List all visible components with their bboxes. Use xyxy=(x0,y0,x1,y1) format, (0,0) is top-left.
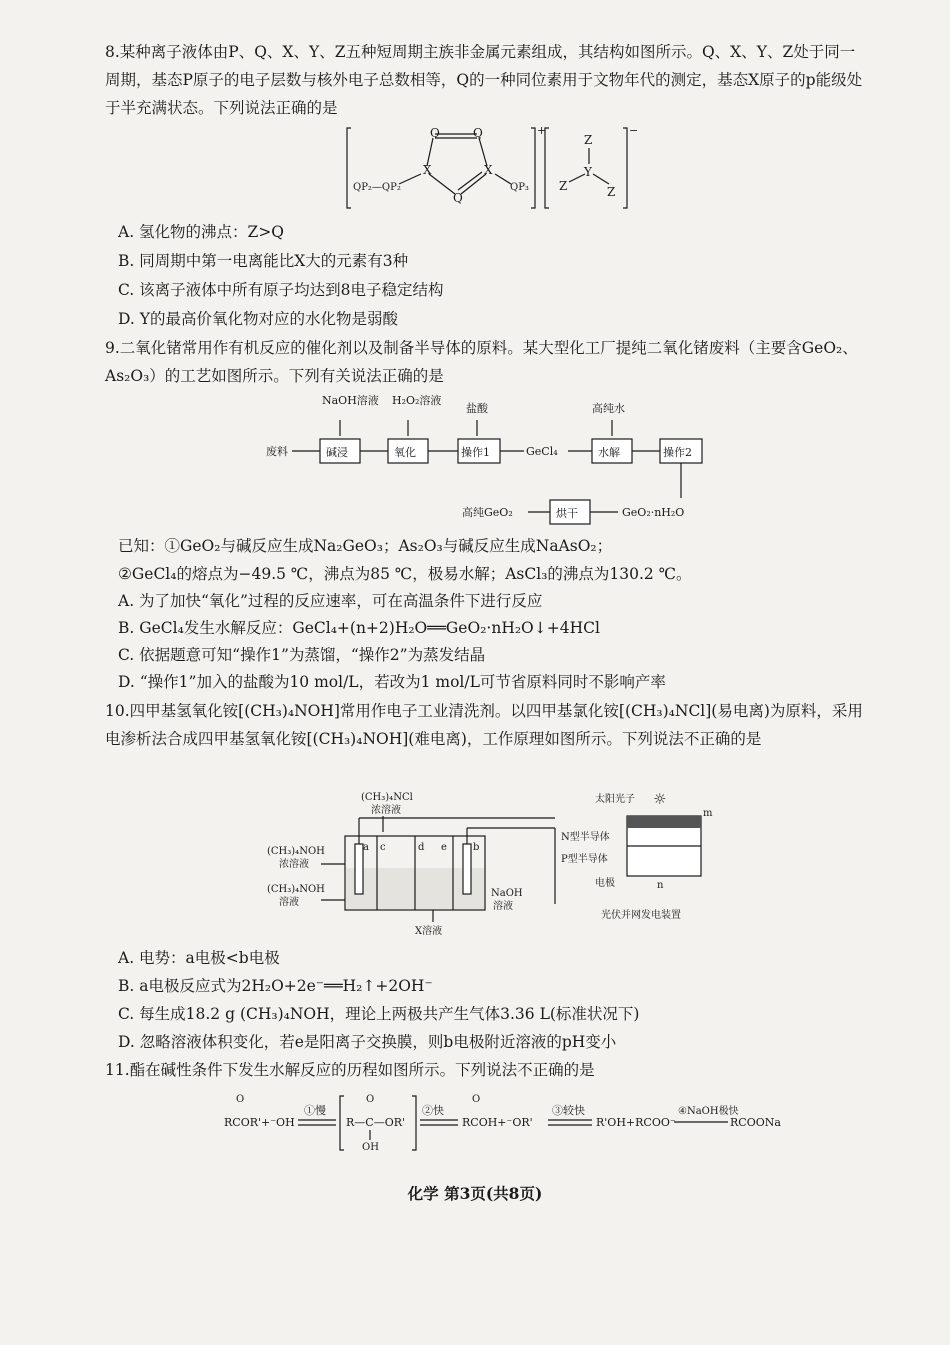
q10-electrode-label: 电极 xyxy=(595,878,615,889)
q10-terminal-m: m xyxy=(703,808,713,819)
q10-electrode-b: b xyxy=(473,842,480,853)
q11-oh: OH xyxy=(362,1142,379,1153)
q10-left-label-2: 浓溶液 xyxy=(279,859,309,870)
q11-o-2: O xyxy=(366,1094,375,1105)
q9-box-hydrolysis: 水解 xyxy=(598,446,620,459)
q10-p-semi-label: P型半导体 xyxy=(561,854,608,865)
q10-option-a: A. 电势：a电极<b电极 xyxy=(118,949,280,967)
q9-option-a: A. 为了加快“氧化”过程的反应速率，可在高温条件下进行反应 xyxy=(118,592,543,610)
question-11-stem: 11.酯在碱性条件下发生水解反应的历程如图所示。下列说法不正确的是 xyxy=(105,1061,595,1079)
q11-o-3: O xyxy=(472,1094,481,1105)
q9-mid-gecl4: GeCl₄ xyxy=(526,445,558,458)
q10-option-c: C. 每生成18.2 g (CH₃)₄NOH，理论上两极共产生气体3.36 L(标准状况下) xyxy=(118,1005,640,1023)
q10-electrode-a: a xyxy=(363,842,369,853)
question-9-stem: 9.二氧化锗常用作有机反应的催化剂以及制备半导体的原料。某大型化工厂提纯二氧化锗废料（主要含GeO₂、As₂O₃）的工艺如图所示。下列有关说法正确的是 xyxy=(105,339,858,385)
q9-product: 高纯GeO₂ xyxy=(462,506,513,519)
q10-left-label-3: (CH₃)₄NOH xyxy=(267,884,325,895)
q11-species-4: R'OH+RCOO⁻ xyxy=(596,1116,676,1129)
q8-atom-z-top: Z xyxy=(584,133,593,147)
q8-option-a: A. 氢化物的沸点：Z>Q xyxy=(118,223,285,241)
q8-atom-z-right: Z xyxy=(607,185,616,199)
q11-step-1: ①慢 xyxy=(304,1104,326,1117)
q9-reagent-h2o2: H₂O₂溶液 xyxy=(392,394,442,407)
q10-membrane-e: e xyxy=(441,842,447,853)
q10-bottom-label: X溶液 xyxy=(415,926,443,937)
q11-species-5: RCOONa xyxy=(730,1116,781,1129)
q10-terminal-n: n xyxy=(657,880,664,891)
q11-step-2: ②快 xyxy=(422,1104,444,1117)
q11-mechanism-figure xyxy=(222,1090,782,1156)
q8-atom-x-left: X xyxy=(423,163,432,177)
q11-step-3: ③较快 xyxy=(552,1104,585,1117)
q10-n-semi-label: N型半导体 xyxy=(561,832,610,843)
q10-right-label-1: NaOH xyxy=(491,888,523,899)
q9-box-op1: 操作1 xyxy=(461,446,490,459)
q11-species-1: RCOR'+⁻OH xyxy=(224,1116,295,1129)
q9-known-2: ②GeCl₄的熔点为−49.5 ℃，沸点为85 ℃，极易水解；AsCl₃的沸点为130.2 ℃。 xyxy=(118,565,692,583)
q10-electrodialysis-figure xyxy=(265,788,725,936)
page-footer: 化学 第3页(共8页) xyxy=(407,1184,543,1203)
q10-top-label-2: 浓溶液 xyxy=(371,805,401,816)
question-8-stem: 8.某种离子液体由P、Q、X、Y、Z五种短周期主族非金属元素组成，其结构如图所示。Q、X、Y、Z处于同一周期，基态P原子的电子层数与核外电子总数相等，Q的一种同位素用于文物年代的测定，基态X原子的p能级处于半充满状态。下列说法正确的是 xyxy=(105,43,863,117)
q9-known-1: 已知：①GeO₂与碱反应生成Na₂GeO₃；As₂O₃与碱反应生成NaAsO₂； xyxy=(118,537,613,555)
q9-option-c: C. 依据题意可知“操作1”为蒸馏，“操作2”为蒸发结晶 xyxy=(118,646,486,664)
q10-option-d: D. 忽略溶液体积变化，若e是阳离子交换膜，则b电极附近溶液的pH变小 xyxy=(118,1033,617,1051)
q9-box-op2: 操作2 xyxy=(663,446,692,459)
q8-option-b: B. 同周期中第一电离能比X大的元素有3种 xyxy=(118,252,409,270)
q10-top-label-1: (CH₃)₄NCl xyxy=(361,792,413,803)
q9-option-b: B. GeCl₄发生水解反应：GeCl₄+(n+2)H₂O══GeO₂·nH₂O↓+4HCl xyxy=(118,619,600,637)
q8-atom-x-right: X xyxy=(484,163,493,177)
q8-structure-figure xyxy=(345,124,639,212)
q8-option-c: C. 该离子液体中所有原子均达到8电子稳定结构 xyxy=(118,281,444,299)
q8-atom-q-top-right: Q xyxy=(473,126,483,140)
q9-hydrate: GeO₂·nH₂O xyxy=(622,506,685,519)
q8-charge-plus: + xyxy=(537,124,547,137)
q10-device-label: 光伏并网发电装置 xyxy=(601,910,681,921)
q8-group-left: QP₂—QP₂ xyxy=(353,182,401,193)
question-10-stem: 10.四甲基氢氧化铵[(CH₃)₄NOH]常用作电子工业清洗剂。以四甲基氯化铵[(CH₃)₄NCl](易电离)为原料，采用电渗析法合成四甲基氢氧化铵[(CH₃)₄NOH](难电离)，工作原理如图所示。下列说法不正确的是 xyxy=(105,702,863,748)
q10-option-b: B. a电极反应式为2H₂O+2e⁻══H₂↑+2OH⁻ xyxy=(118,977,433,995)
q8-atom-q-bottom: Q xyxy=(453,191,463,205)
q10-sun-label: 太阳光子 xyxy=(595,794,635,805)
q8-atom-q-top-left: Q xyxy=(430,126,440,140)
q8-atom-y: Y xyxy=(584,165,592,179)
q9-box-dry: 烘干 xyxy=(556,507,578,520)
q9-option-d: D. “操作1”加入的盐酸为10 mol/L，若改为1 mol/L可节省原料同时不影响产率 xyxy=(118,673,666,691)
q9-reagent-hcl: 盐酸 xyxy=(466,402,488,415)
q10-membrane-d: d xyxy=(418,842,425,853)
q9-reagent-naoh: NaOH溶液 xyxy=(322,394,379,407)
q10-right-label-2: 溶液 xyxy=(493,901,513,912)
q8-option-d: D. Y的最高价氧化物对应的水化物是弱酸 xyxy=(118,310,398,328)
q10-left-label-1: (CH₃)₄NOH xyxy=(267,846,325,857)
sun-icon: ☼ xyxy=(653,790,667,808)
q10-membrane-c: c xyxy=(380,842,386,853)
q11-step-4: ④NaOH极快 xyxy=(678,1106,739,1117)
q9-flowchart xyxy=(262,392,732,532)
q11-species-3: RCOH+⁻OR' xyxy=(462,1116,533,1129)
q11-species-2: R—C—OR' xyxy=(346,1116,406,1129)
q9-box-alkali: 碱浸 xyxy=(326,446,348,459)
q8-atom-z-left: Z xyxy=(559,179,568,193)
q8-group-right: QP₃ xyxy=(510,182,529,193)
q9-reagent-water: 高纯水 xyxy=(592,402,625,415)
q9-box-oxidize: 氧化 xyxy=(394,446,416,459)
q10-left-label-4: 溶液 xyxy=(279,897,299,908)
q9-input: 废料 xyxy=(266,445,288,458)
q8-charge-minus: − xyxy=(629,124,639,137)
q11-o-1: O xyxy=(236,1094,245,1105)
